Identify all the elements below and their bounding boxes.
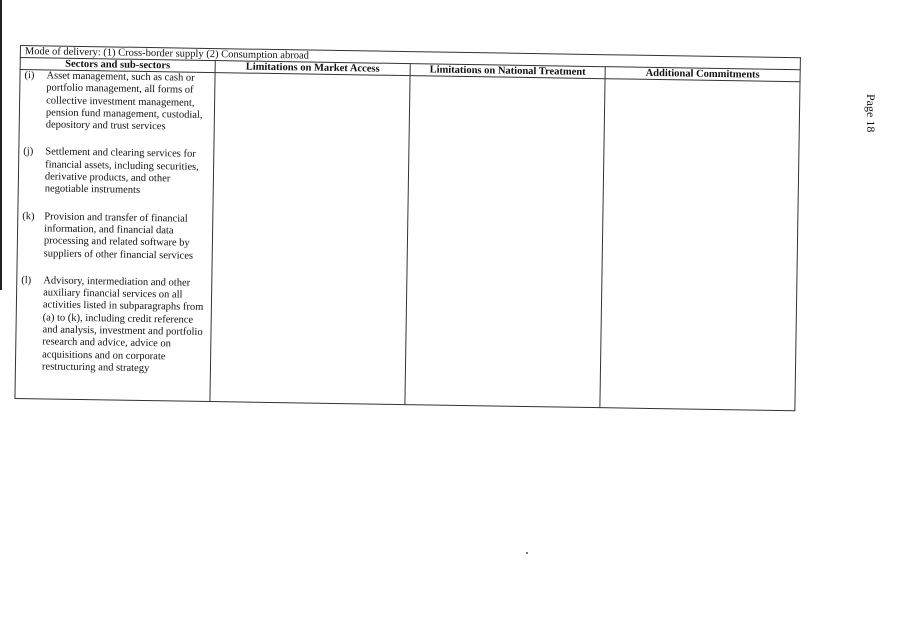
header-additional-commitments: Additional Commitments xyxy=(605,67,800,82)
page-edge-line xyxy=(0,0,2,290)
sector-item-i xyxy=(24,70,211,134)
header-market-access: Limitations on Market Access xyxy=(215,61,410,76)
sector-item-l xyxy=(20,275,208,376)
header-national-treatment: Limitations on National Treatment xyxy=(410,64,605,79)
commitments-table xyxy=(14,45,801,411)
mode-of-delivery: Mode of delivery: (1) Cross-border supply (2) Consumption abroad xyxy=(20,46,800,70)
item-text: Asset management, such as cash or portfolio management, all forms of collective investment management, pension fund management, custodial, depository and trust services xyxy=(45,70,203,133)
item-label: (j) xyxy=(23,146,34,158)
national-treatment-cell xyxy=(405,76,605,408)
page-number: Page 18 xyxy=(864,94,878,133)
body-row xyxy=(15,70,800,411)
item-text: Provision and transfer of financial information, and financial data processing and related software by suppliers of other financial services xyxy=(43,211,194,262)
sector-item-j xyxy=(23,147,210,199)
sector-item-k xyxy=(22,211,209,263)
header-sectors: Sectors and sub-sectors xyxy=(20,58,215,73)
sectors-cell xyxy=(15,70,215,402)
item-label: (k) xyxy=(22,210,35,222)
item-label: (i) xyxy=(24,70,35,82)
item-label: (l) xyxy=(21,274,32,287)
item-text: Settlement and clearing services for financial assets, including securities, derivative products, and other negotiable instruments xyxy=(44,146,199,197)
item-text: Advisory, intermediation and other auxiliary financial services on all activities listed in subparagraphs from (a) to (k), including credit reference and analysis, investment and portfolio research and advice, advice on acquisitions and on corporate restructuring and strategy xyxy=(41,275,204,375)
market-access-cell xyxy=(210,73,410,405)
additional-commitments-cell xyxy=(600,79,800,411)
schedule-sheet xyxy=(14,45,801,411)
scan-speck xyxy=(526,552,528,554)
